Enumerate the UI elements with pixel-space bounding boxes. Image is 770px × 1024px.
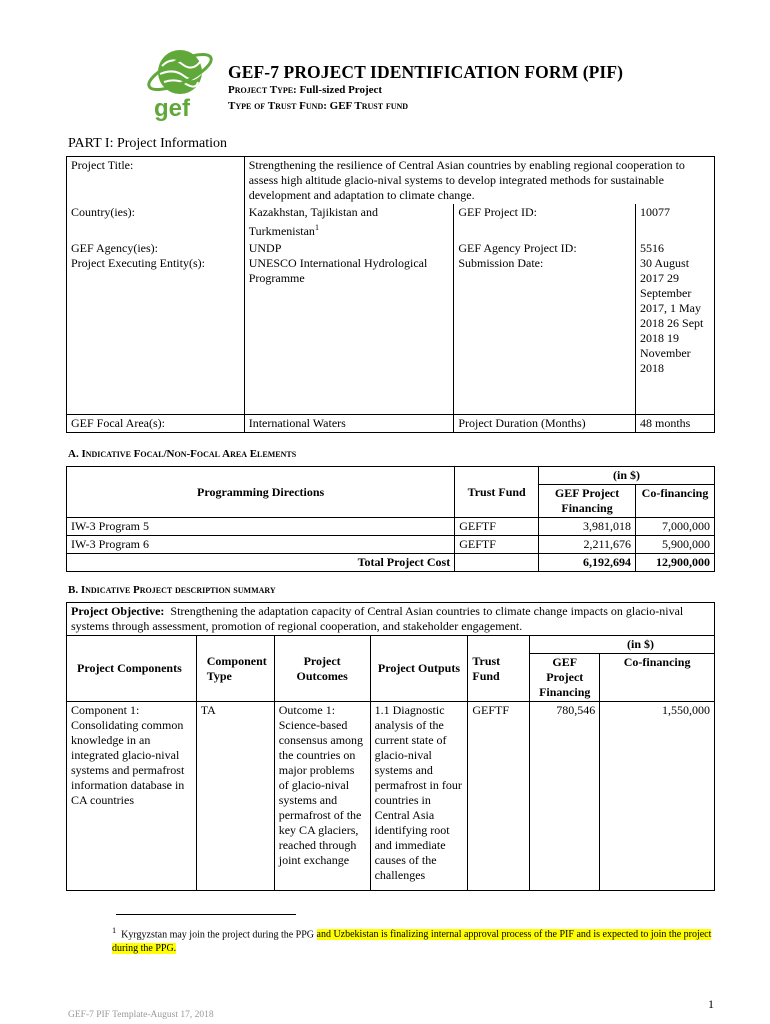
agency: UNDP UNESCO International Hydrological Programme <box>244 240 454 415</box>
output-cell: 1.1 Diagnostic analysis of the current state of glacio-nival systems and permafrost in four countries in Central Asia identifying root and immediate causes of the challenges <box>370 702 468 891</box>
type-cell: TA <box>196 702 274 891</box>
col-outputs: Project Outputs <box>370 636 468 702</box>
agency-label: GEF Agency(ies): Project Executing Entity(s): <box>67 240 245 415</box>
component-cell: Component 1: Consolidating common knowledge in an integrated glacio-nival systems and permafrost information database in CA countries <box>67 702 197 891</box>
gef-project-id: 10077 <box>636 204 715 240</box>
page-number: 1 <box>708 997 714 1011</box>
footnote: $^1$ Kyrgyzstan may join the project during the PPG and Uzbekistan is finalizing internal approval process of the PIF and is expected to join the project during the PPG. <box>112 926 712 955</box>
project-type: Project Type: Full-sized Project <box>228 84 383 96</box>
countries: Kazakhstan, Tajikistan and Turkmenistan$^1$ <box>244 204 454 240</box>
agency-project-id-label: GEF Agency Project ID: Submission Date: <box>454 240 636 415</box>
total-fund-cell <box>455 554 539 572</box>
program-cell: IW-3 Program 6 <box>67 536 455 554</box>
col-trust-fund: Trust Fund <box>455 467 539 518</box>
col-component-type: Component Type <box>196 636 274 702</box>
col-gef-financing: GEF Project Financing <box>539 485 636 518</box>
fund-cell: GEFTF <box>468 702 530 891</box>
project-description-table <box>66 602 715 891</box>
total-label: Total Project Cost <box>67 554 455 572</box>
duration-label: Project Duration (Months) <box>454 415 636 433</box>
focal-area-table <box>66 466 715 572</box>
focal-area: International Waters <box>244 415 454 433</box>
gef-logo <box>144 42 218 122</box>
col-trust-fund: Trust Fund <box>468 636 530 702</box>
template-footer: GEF-7 PIF Template-August 17, 2018 <box>68 1010 214 1020</box>
project-objective: Project Objective: Strengthening the adaptation capacity of Central Asian countries to climate change impacts on glacio-nival systems through assessment, promotion of regional cooperation, and stakeholder engagement. <box>67 603 715 636</box>
document-title: GEF-7 PROJECT IDENTIFICATION FORM (PIF) <box>228 62 624 82</box>
col-in-dollars: (in $) <box>539 467 715 485</box>
duration: 48 months <box>636 415 715 433</box>
project-title: Strengthening the resilience of Central Asian countries by enabling regional cooperation to assess high altitude glacio-nival systems to develop integrated methods for sustainable development and adaptation to climate change. <box>244 157 714 205</box>
total-cof: 12,900,000 <box>636 554 715 572</box>
gef-cell: 3,981,018 <box>539 518 636 536</box>
countries-label: Country(ies): <box>67 204 245 240</box>
gef-project-id-label: GEF Project ID: <box>454 204 636 240</box>
outcome-cell: Outcome 1: Science-based consensus among the countries on major problems of glacio-nival systems and permafrost of the key CA glaciers, reached through joint exchange <box>274 702 370 891</box>
col-components: Project Components <box>67 636 197 702</box>
col-outcomes: Project Outcomes <box>274 636 370 702</box>
footnote-divider <box>116 914 296 915</box>
cof-cell: 7,000,000 <box>636 518 715 536</box>
col-cofinancing: Co-financing <box>600 654 715 702</box>
fund-cell: GEFTF <box>455 518 539 536</box>
gef-cell: 780,546 <box>530 702 600 891</box>
project-info-table <box>66 156 715 433</box>
col-programming: Programming Directions <box>67 467 455 518</box>
col-gef-financing: GEF Project Financing <box>530 654 600 702</box>
fund-cell: GEFTF <box>455 536 539 554</box>
total-gef: 6,192,694 <box>539 554 636 572</box>
part1-heading: PART I: Project Information <box>68 136 227 151</box>
agency-project-id: 5516 30 August 2017 29 September 2017, 1 May 2018 26 Sept 2018 19 November 2018 <box>636 240 715 415</box>
section-b-heading: B. Indicative Project description summary <box>68 584 276 596</box>
svg-text:gef: gef <box>154 95 190 122</box>
program-cell: IW-3 Program 5 <box>67 518 455 536</box>
focal-area-label: GEF Focal Area(s): <box>67 415 245 433</box>
section-a-heading: A. Indicative Focal/Non-Focal Area Elements <box>68 448 297 460</box>
cof-cell: 1,550,000 <box>600 702 715 891</box>
cof-cell: 5,900,000 <box>636 536 715 554</box>
trust-fund-type: Type of Trust Fund: GEF Trust fund <box>228 100 409 112</box>
col-in-dollars: (in $) <box>530 636 715 654</box>
gef-cell: 2,211,676 <box>539 536 636 554</box>
col-cofinancing: Co-financing <box>636 485 715 518</box>
project-title-label: Project Title: <box>67 157 245 205</box>
footnote-highlight: and Uzbekistan is finalizing internal approval process of the PIF and is expected to join the project during the PPG. <box>112 929 712 955</box>
